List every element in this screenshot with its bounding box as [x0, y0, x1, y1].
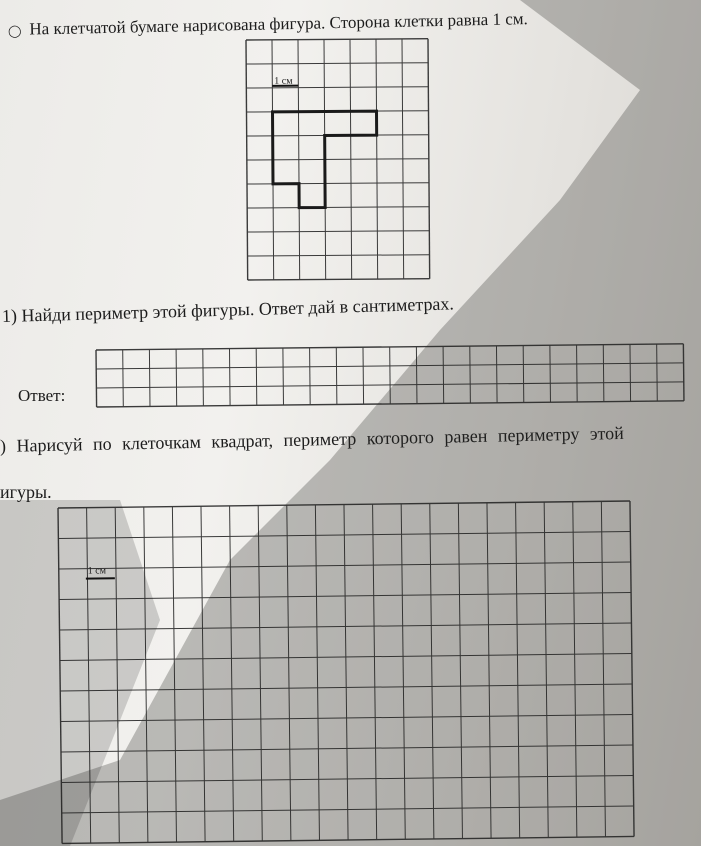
drawing-grid-vline — [544, 502, 548, 837]
drawing-grid-vline — [287, 505, 291, 840]
drawing-grid-vline — [258, 506, 262, 841]
answer-grid-vline — [630, 344, 631, 401]
drawing-grid-vline — [573, 502, 577, 837]
answer-grid-vline — [256, 348, 257, 405]
answer-grid-vline — [336, 347, 337, 404]
answer-grid-vline — [229, 349, 230, 406]
drawing-grid-vline — [601, 501, 605, 836]
question2-text-line2: игуры. — [0, 482, 52, 502]
bullet-icon: ◯ — [7, 23, 22, 38]
answer-grid-vline — [550, 345, 551, 402]
top-grid-hline — [248, 255, 430, 256]
answer-grid-vline — [203, 349, 204, 406]
drawing-grid-vline — [315, 505, 319, 840]
top-grid-hline — [247, 207, 429, 208]
drawing-grid-vline — [458, 503, 462, 838]
top-cell-label-text: 1 см — [274, 75, 293, 87]
drawing-grid-vline — [115, 507, 119, 842]
answer-grid-vline — [390, 347, 391, 404]
question1-text: 1) Найди периметр этой фигуры. Ответ дай в сантиметрах. — [1, 293, 455, 326]
top-cell-label — [272, 76, 298, 87]
drawing-grid-vline — [344, 505, 348, 840]
bottom-cell-label — [86, 565, 115, 578]
answer-grid-vline — [603, 345, 604, 402]
intro-text: На клетчатой бумаге нарисована фигура. Сторона клетки равна 1 см. — [29, 9, 528, 39]
drawing-grid-vline — [487, 503, 491, 838]
answer-grid[interactable] — [96, 344, 684, 407]
answer-grid-vline — [123, 350, 124, 407]
answer-grid-vline — [496, 346, 497, 403]
drawing-grid-vline — [373, 504, 377, 839]
answer-grid-vline — [470, 346, 471, 403]
bottom-cell-label-text: 1 см — [87, 565, 107, 577]
top-grid-hline — [248, 279, 430, 280]
answer-grid-vline — [283, 348, 284, 405]
answer-grid-vline — [96, 350, 97, 407]
drawing-grid-vline — [172, 507, 176, 842]
drawing-grid-vline — [401, 504, 405, 839]
answer-grid-vline — [523, 346, 524, 403]
drawing-grid-vline — [87, 508, 91, 843]
answer-grid-vline — [443, 346, 444, 403]
drawing-grid-vline — [430, 503, 434, 838]
drawing-grid-vline — [144, 507, 148, 842]
top-grid-hline — [247, 231, 429, 232]
top-grid-hline — [246, 39, 428, 40]
answer-grid-vline — [363, 347, 364, 404]
answer-grid-vline — [577, 345, 578, 402]
drawing-grid-vline — [201, 506, 205, 841]
drawing-grid-vline — [230, 506, 234, 841]
answer-grid-vline — [310, 348, 311, 405]
answer-grid-vline — [149, 349, 150, 406]
question2-text-line1: ) Нарисуй по клеточкам квадрат, периметр которого равен периметру этой — [0, 422, 625, 456]
top-grid-hline — [246, 63, 428, 64]
drawing-grid-vline — [516, 502, 520, 837]
drawing-grid-vline — [58, 508, 62, 843]
answer-grid-vline — [657, 344, 658, 401]
answer-grid-vline — [416, 347, 417, 404]
answer-grid-vline — [176, 349, 177, 406]
answer-grid-vline — [683, 344, 684, 401]
answer-label: Ответ: — [18, 386, 66, 405]
drawing-grid-vline — [630, 501, 634, 836]
drawing-grid[interactable] — [58, 501, 634, 843]
top-grid-hline — [246, 87, 428, 88]
